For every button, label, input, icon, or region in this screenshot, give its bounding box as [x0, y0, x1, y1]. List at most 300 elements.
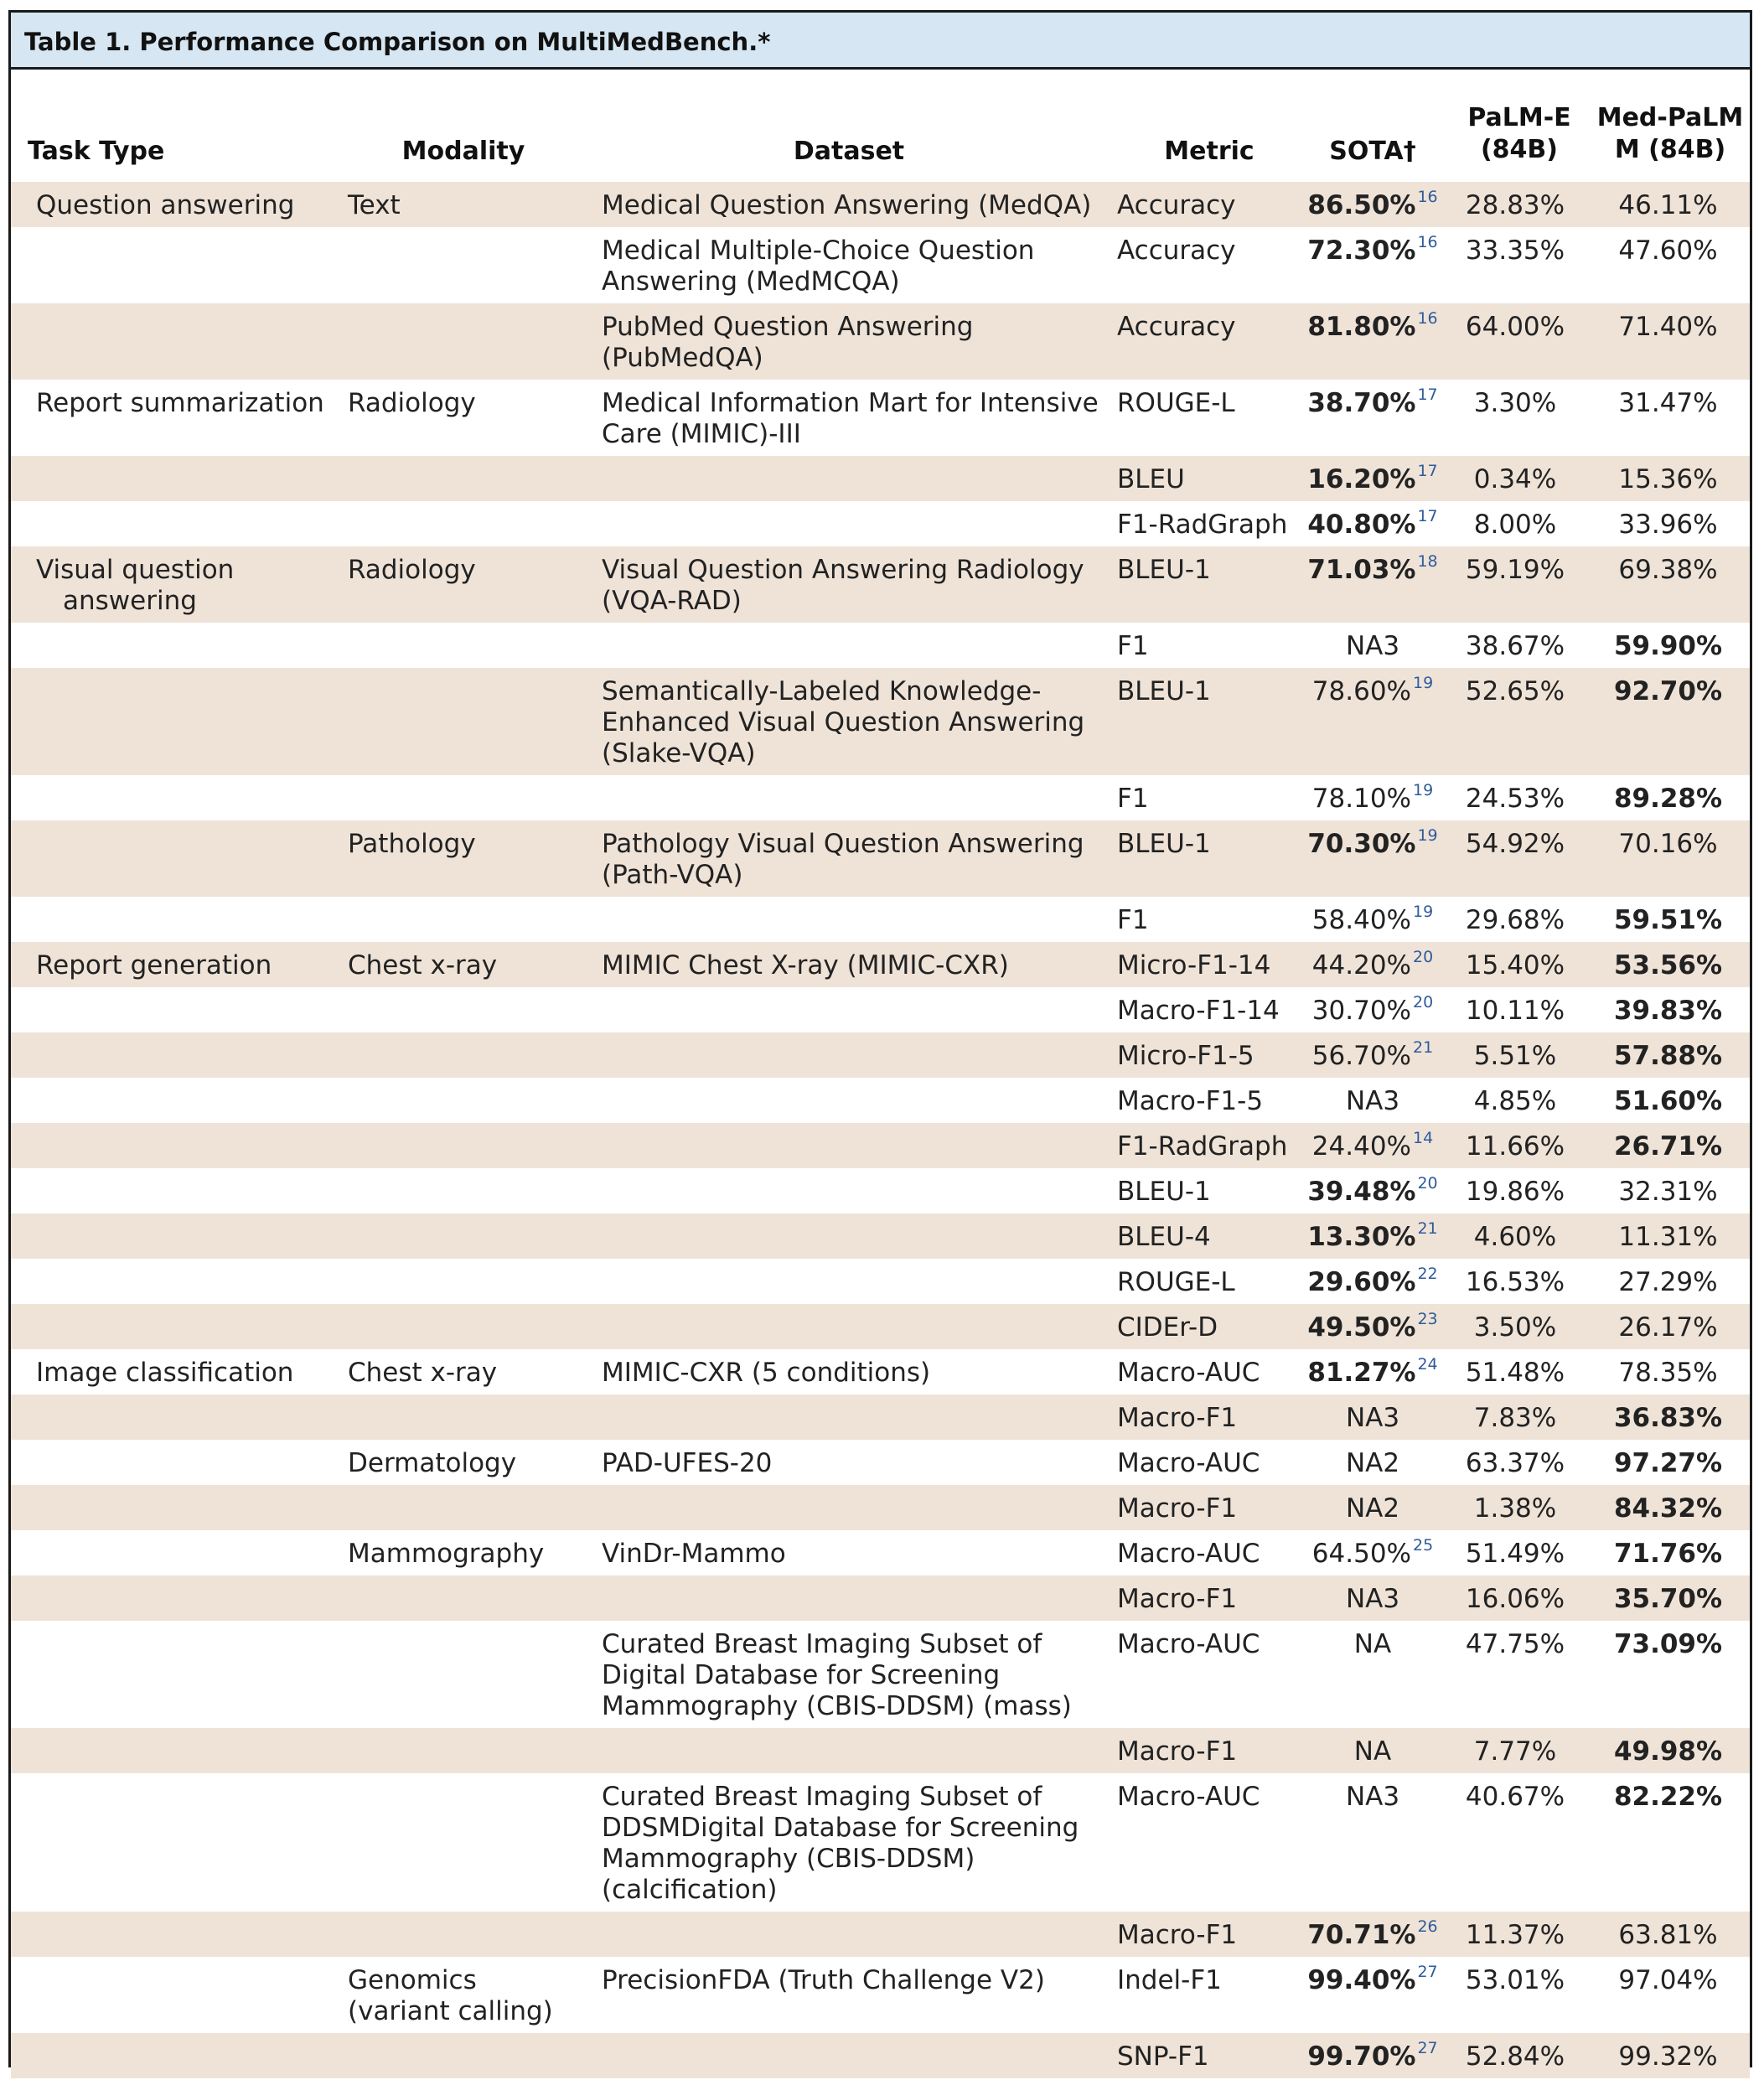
dataset-cell	[602, 1358, 930, 1389]
med-palm-m-cell	[1595, 1920, 1741, 1951]
med-palm-m-cell-value: 11.31%	[1618, 1222, 1718, 1252]
sota-cell-value: 24.40%	[1311, 1131, 1411, 1162]
header-med-palm-line2: M (84B)	[1614, 135, 1726, 164]
dataset-cell-line: MIMIC-CXR (5 conditions)	[602, 1358, 931, 1388]
reference-superscript: 26	[1417, 1917, 1438, 1936]
table-row	[11, 987, 1750, 1032]
task-type-cell-line: answering	[63, 586, 197, 616]
modality-cell-line: (variant calling)	[348, 1996, 553, 2026]
palm-e-cell-value: 4.60%	[1473, 1222, 1557, 1252]
modality-cell	[348, 190, 401, 221]
metric-cell: Macro-F1	[1117, 1736, 1238, 1767]
dataset-cell	[602, 1965, 1045, 1996]
dataset-cell-line: (Path-VQA)	[602, 860, 743, 890]
med-palm-m-cell-value: 97.27%	[1613, 1448, 1723, 1478]
reference-superscript: 20	[1413, 948, 1434, 966]
sota-cell	[1293, 507, 1452, 541]
header-task-type: Task Type	[28, 137, 165, 166]
reference-superscript: 16	[1417, 188, 1438, 206]
table-row	[11, 1576, 1750, 1621]
palm-e-cell-value: 11.37%	[1465, 1920, 1565, 1950]
med-palm-m-cell	[1595, 1403, 1741, 1434]
palm-e-cell-value: 3.50%	[1473, 1312, 1557, 1343]
table-row	[11, 1440, 1750, 1485]
sota-cell-value: 72.30%	[1307, 235, 1416, 266]
header-modality: Modality	[401, 137, 525, 166]
sota-cell	[1293, 1736, 1452, 1767]
dataset-cell-line: Medical Question Answering (MedQA)	[602, 190, 1092, 220]
palm-e-cell-value: 7.83%	[1473, 1403, 1557, 1433]
dataset-cell-line: Mammography (CBIS-DDSM)	[602, 1844, 975, 1874]
palm-e-cell	[1444, 1965, 1586, 1996]
dataset-cell	[602, 388, 1099, 450]
med-palm-m-cell	[1595, 555, 1741, 586]
med-palm-m-cell	[1595, 1086, 1741, 1117]
palm-e-cell	[1444, 555, 1586, 586]
med-palm-m-cell-value: 36.83%	[1613, 1403, 1723, 1433]
palm-e-cell-value: 7.77%	[1473, 1736, 1557, 1767]
med-palm-m-cell-value: 46.11%	[1618, 190, 1718, 220]
sota-cell-value: 44.20%	[1311, 950, 1411, 980]
sota-cell	[1293, 1267, 1452, 1298]
med-palm-m-cell-value: 39.83%	[1613, 996, 1723, 1026]
palm-e-cell	[1444, 1403, 1586, 1434]
med-palm-m-cell	[1595, 1358, 1741, 1389]
med-palm-m-cell-value: 92.70%	[1613, 676, 1723, 706]
palm-e-cell	[1444, 1041, 1586, 1072]
palm-e-cell	[1444, 1267, 1586, 1298]
med-palm-m-cell-value: 31.47%	[1618, 388, 1718, 418]
reference-superscript: 16	[1417, 233, 1438, 251]
modality-cell-line: Dermatology	[348, 1448, 517, 1478]
reference-superscript: 17	[1417, 385, 1438, 404]
med-palm-m-cell-value: 33.96%	[1618, 510, 1718, 540]
table-row	[11, 456, 1750, 501]
palm-e-cell-value: 1.38%	[1473, 1493, 1557, 1524]
modality-cell	[348, 1539, 544, 1570]
palm-e-cell	[1444, 464, 1586, 495]
table-frame	[8, 10, 1752, 2072]
dataset-cell-line: Pathology Visual Question Answering	[602, 829, 1084, 859]
palm-e-cell	[1444, 1539, 1586, 1570]
table-row	[11, 2033, 1750, 2078]
table-row	[11, 1621, 1750, 1728]
table-row	[11, 227, 1750, 303]
metric-cell: BLEU-1	[1117, 1177, 1211, 1207]
sota-cell-value: NA3	[1345, 1584, 1400, 1614]
header-sota: SOTA†	[1329, 137, 1416, 166]
med-palm-m-cell	[1595, 190, 1741, 221]
dataset-cell	[602, 1629, 1072, 1722]
metric-cell: BLEU-1	[1117, 829, 1211, 859]
med-palm-m-cell	[1595, 905, 1741, 936]
sota-cell	[1293, 1965, 1452, 1996]
palm-e-cell-value: 51.48%	[1465, 1358, 1565, 1388]
sota-cell-value: 99.70%	[1307, 2041, 1416, 2072]
table-row	[11, 1123, 1750, 1168]
palm-e-cell	[1444, 1736, 1586, 1767]
modality-cell	[348, 555, 476, 586]
med-palm-m-cell	[1595, 1041, 1741, 1072]
reference-superscript: 22	[1417, 1265, 1438, 1283]
med-palm-m-cell-value: 99.32%	[1618, 2041, 1718, 2072]
med-palm-m-cell-value: 73.09%	[1613, 1629, 1723, 1659]
sota-cell	[1293, 1355, 1452, 1389]
palm-e-cell-value: 52.84%	[1465, 2041, 1565, 2072]
metric-cell: F1-RadGraph	[1117, 510, 1288, 540]
med-palm-m-cell	[1595, 1448, 1741, 1479]
metric-cell: BLEU-1	[1117, 555, 1211, 585]
sota-cell	[1293, 1038, 1452, 1072]
sota-cell-value: 58.40%	[1311, 905, 1411, 935]
modality-cell-line: Genomics	[348, 1965, 477, 1995]
table-row	[11, 1168, 1750, 1213]
header-dataset: Dataset	[793, 137, 905, 166]
metric-cell: Macro-AUC	[1117, 1448, 1260, 1478]
med-palm-m-cell	[1595, 784, 1741, 815]
palm-e-cell-value: 29.68%	[1465, 905, 1565, 935]
palm-e-cell	[1444, 388, 1586, 419]
palm-e-cell-value: 4.85%	[1473, 1086, 1557, 1116]
palm-e-cell	[1444, 1177, 1586, 1208]
palm-e-cell	[1444, 1222, 1586, 1253]
metric-cell: Macro-AUC	[1117, 1782, 1260, 1812]
med-palm-m-cell	[1595, 1629, 1741, 1660]
dataset-cell-line: (PubMedQA)	[602, 343, 763, 373]
med-palm-m-cell	[1595, 829, 1741, 860]
sota-cell-value: NA3	[1345, 1086, 1400, 1116]
dataset-cell-line: Visual Question Answering Radiology	[602, 555, 1084, 585]
sota-cell-value: 64.50%	[1311, 1539, 1411, 1569]
dataset-cell-line: Semantically-Labeled Knowledge-	[602, 676, 1042, 706]
metric-cell: BLEU-1	[1117, 676, 1211, 706]
dataset-cell-line: MIMIC Chest X-ray (MIMIC-CXR)	[602, 950, 1009, 980]
dataset-cell-line: PrecisionFDA (Truth Challenge V2)	[602, 1965, 1045, 1995]
palm-e-cell-value: 8.00%	[1473, 510, 1557, 540]
table-row	[11, 303, 1750, 380]
sota-cell	[1293, 631, 1452, 662]
header-palm-e-line1: PaLM-E	[1467, 103, 1571, 132]
task-type-cell-line: Report summarization	[36, 388, 324, 418]
palm-e-cell	[1444, 1131, 1586, 1162]
reference-superscript: 27	[1417, 2039, 1438, 2057]
dataset-cell-line: Answering (MedMCQA)	[602, 266, 900, 297]
dataset-cell	[602, 1539, 786, 1570]
metric-cell: Macro-F1-14	[1117, 996, 1280, 1026]
sota-cell	[1293, 1584, 1452, 1615]
task-type-cell	[36, 388, 324, 419]
med-palm-m-cell	[1595, 1131, 1741, 1162]
modality-cell-line: Chest x-ray	[348, 950, 498, 980]
med-palm-m-cell	[1595, 1312, 1741, 1343]
sota-cell	[1293, 1174, 1452, 1208]
med-palm-m-cell	[1595, 1584, 1741, 1615]
palm-e-cell-value: 64.00%	[1465, 312, 1565, 342]
med-palm-m-cell	[1595, 2041, 1741, 2072]
palm-e-cell-value: 5.51%	[1473, 1041, 1557, 1071]
reference-superscript: 19	[1413, 674, 1434, 692]
metric-cell: BLEU-4	[1117, 1222, 1211, 1252]
palm-e-cell	[1444, 1629, 1586, 1660]
metric-cell: Macro-F1	[1117, 1493, 1238, 1524]
dataset-cell	[602, 676, 1084, 769]
sota-cell-value: 30.70%	[1311, 996, 1411, 1026]
dataset-cell-line: PAD-UFES-20	[602, 1448, 773, 1478]
palm-e-cell	[1444, 1584, 1586, 1615]
med-palm-m-cell-value: 26.17%	[1618, 1312, 1718, 1343]
modality-cell-line: Radiology	[348, 388, 476, 418]
med-palm-m-cell	[1595, 1222, 1741, 1253]
palm-e-cell	[1444, 1920, 1586, 1951]
metric-cell: Macro-F1	[1117, 1920, 1238, 1950]
sota-cell	[1293, 552, 1452, 586]
dataset-cell-line: Digital Database for Screening	[602, 1660, 1001, 1690]
dataset-cell-line: DDSMDigital Database for Screening	[602, 1813, 1079, 1843]
palm-e-cell	[1444, 950, 1586, 981]
reference-superscript: 24	[1417, 1355, 1438, 1374]
reference-superscript: 16	[1417, 309, 1438, 328]
med-palm-m-cell-value: 32.31%	[1618, 1177, 1718, 1207]
dataset-cell-line: Curated Breast Imaging Subset of	[602, 1629, 1042, 1659]
task-type-cell	[36, 555, 234, 617]
med-palm-m-cell	[1595, 510, 1741, 541]
sota-cell	[1293, 1312, 1452, 1343]
palm-e-cell-value: 63.37%	[1465, 1448, 1565, 1478]
med-palm-m-cell-value: 26.71%	[1613, 1131, 1723, 1162]
dataset-cell	[602, 1448, 772, 1479]
table-row	[11, 501, 1750, 546]
table-row	[11, 623, 1750, 668]
palm-e-cell	[1444, 2041, 1586, 2072]
modality-cell-line: Chest x-ray	[348, 1358, 498, 1388]
caption-bar	[11, 13, 1750, 70]
sota-cell-value: NA2	[1345, 1448, 1400, 1478]
sota-cell	[1293, 676, 1452, 707]
sota-cell-value: 78.60%	[1311, 676, 1411, 706]
modality-cell-line: Mammography	[348, 1539, 545, 1569]
dataset-cell	[602, 312, 973, 374]
reference-superscript: 21	[1413, 1038, 1434, 1057]
reference-superscript: 25	[1413, 1536, 1434, 1555]
palm-e-cell	[1444, 676, 1586, 707]
med-palm-m-cell	[1595, 631, 1741, 662]
med-palm-m-cell-value: 59.51%	[1613, 905, 1723, 935]
med-palm-m-cell	[1595, 1539, 1741, 1570]
sota-cell	[1293, 993, 1452, 1027]
reference-superscript: 19	[1417, 826, 1438, 845]
dataset-cell	[602, 555, 1084, 617]
modality-cell	[348, 829, 476, 860]
modality-cell	[348, 388, 476, 419]
med-palm-m-cell-value: 71.76%	[1613, 1539, 1723, 1569]
sota-cell-value: 49.50%	[1307, 1312, 1416, 1343]
task-type-cell-line: Report generation	[36, 950, 272, 980]
palm-e-cell-value: 47.75%	[1465, 1629, 1565, 1659]
table-row	[11, 1304, 1750, 1349]
palm-e-cell-value: 11.66%	[1465, 1131, 1565, 1162]
med-palm-m-cell	[1595, 1177, 1741, 1208]
sota-cell-value: NA	[1353, 1736, 1392, 1767]
header-med-palm-line1: Med-PaLM	[1596, 103, 1744, 132]
med-palm-m-cell-value: 35.70%	[1613, 1584, 1723, 1614]
med-palm-m-cell	[1595, 996, 1741, 1027]
reference-superscript: 17	[1417, 507, 1438, 525]
palm-e-cell-value: 15.40%	[1465, 950, 1565, 980]
sota-cell	[1293, 1448, 1452, 1479]
palm-e-cell	[1444, 784, 1586, 815]
sota-cell-value: 70.71%	[1307, 1920, 1416, 1950]
table-row	[11, 1728, 1750, 1773]
sota-cell-value: 86.50%	[1307, 190, 1416, 220]
reference-superscript: 19	[1413, 781, 1434, 799]
sota-cell	[1293, 950, 1452, 981]
med-palm-m-cell-value: 97.04%	[1618, 1965, 1718, 1995]
table-row	[11, 1394, 1750, 1440]
med-palm-m-cell	[1595, 1267, 1741, 1298]
med-palm-m-cell-value: 69.38%	[1618, 555, 1718, 585]
metric-cell: F1	[1117, 631, 1149, 661]
med-palm-m-cell	[1595, 1965, 1741, 1996]
modality-cell	[348, 1965, 553, 2027]
dataset-cell-line: Care (MIMIC)-III	[602, 419, 801, 449]
palm-e-cell-value: 3.30%	[1473, 388, 1557, 418]
med-palm-m-cell-value: 49.98%	[1613, 1736, 1723, 1767]
metric-cell: F1	[1117, 905, 1149, 935]
sota-cell	[1293, 2041, 1452, 2072]
reference-superscript: 17	[1417, 462, 1438, 480]
palm-e-cell-value: 10.11%	[1465, 996, 1565, 1026]
med-palm-m-cell	[1595, 235, 1741, 266]
dataset-cell-line: Medical Information Mart for Intensive	[602, 388, 1099, 418]
table-row	[11, 182, 1750, 227]
task-type-cell	[36, 1358, 293, 1389]
sota-cell	[1293, 385, 1452, 419]
dataset-cell	[602, 829, 1084, 891]
metric-cell: F1-RadGraph	[1117, 1131, 1288, 1162]
metric-cell: Macro-F1	[1117, 1403, 1238, 1433]
med-palm-m-cell-value: 71.40%	[1618, 312, 1718, 342]
header-metric: Metric	[1164, 137, 1254, 166]
palm-e-cell	[1444, 1086, 1586, 1117]
modality-cell	[348, 1448, 516, 1479]
table-row	[11, 1485, 1750, 1530]
sota-cell	[1293, 1086, 1452, 1117]
metric-cell: SNP-F1	[1117, 2041, 1209, 2072]
palm-e-cell	[1444, 631, 1586, 662]
palm-e-cell	[1444, 1782, 1586, 1813]
med-palm-m-cell	[1595, 388, 1741, 419]
palm-e-cell	[1444, 905, 1586, 936]
sota-cell-value: NA2	[1345, 1493, 1400, 1524]
palm-e-cell-value: 33.35%	[1465, 235, 1565, 266]
sota-cell-value: NA	[1353, 1629, 1392, 1659]
metric-cell: Accuracy	[1117, 235, 1236, 266]
palm-e-cell	[1444, 996, 1586, 1027]
sota-cell-value: 70.30%	[1307, 829, 1416, 859]
dataset-cell-line: (VQA-RAD)	[602, 586, 742, 616]
dataset-cell-line: PubMed Question Answering	[602, 312, 974, 342]
sota-cell-value: 40.80%	[1307, 510, 1416, 540]
task-type-cell	[36, 190, 294, 221]
med-palm-m-cell	[1595, 1736, 1741, 1767]
sota-cell-value: 29.60%	[1307, 1267, 1416, 1297]
sota-cell-value: 81.80%	[1307, 312, 1416, 342]
table-row	[11, 1032, 1750, 1078]
palm-e-cell	[1444, 1448, 1586, 1479]
table-row	[11, 897, 1750, 942]
sota-cell	[1293, 1219, 1452, 1253]
metric-cell: Accuracy	[1117, 190, 1236, 220]
sota-cell	[1293, 905, 1452, 936]
palm-e-cell-value: 51.49%	[1465, 1539, 1565, 1569]
med-palm-m-cell-value: 27.29%	[1618, 1267, 1718, 1297]
reference-superscript: 27	[1417, 1963, 1438, 1981]
reference-superscript: 14	[1413, 1129, 1434, 1147]
modality-cell	[348, 950, 497, 981]
table-row	[11, 942, 1750, 987]
sota-cell	[1293, 1131, 1452, 1162]
sota-cell	[1293, 1917, 1452, 1951]
palm-e-cell-value: 54.92%	[1465, 829, 1565, 859]
med-palm-m-cell-value: 51.60%	[1613, 1086, 1723, 1116]
dataset-cell-line: (calcification)	[602, 1875, 778, 1905]
modality-cell	[348, 1358, 497, 1389]
med-palm-m-cell-value: 57.88%	[1613, 1041, 1723, 1071]
med-palm-m-cell-value: 70.16%	[1618, 829, 1718, 859]
dataset-cell-line: Medical Multiple-Choice Question	[602, 235, 1035, 266]
med-palm-m-cell-value: 84.32%	[1613, 1493, 1723, 1524]
sota-cell	[1293, 1629, 1452, 1660]
metric-cell: ROUGE-L	[1117, 1267, 1235, 1297]
med-palm-m-cell-value: 78.35%	[1618, 1358, 1718, 1388]
metric-cell: Macro-F1-5	[1117, 1086, 1264, 1116]
med-palm-m-cell-value: 89.28%	[1613, 784, 1723, 814]
palm-e-cell-value: 52.65%	[1465, 676, 1565, 706]
sota-cell-value: 38.70%	[1307, 388, 1416, 418]
med-palm-m-cell	[1595, 1782, 1741, 1813]
sota-cell-value: NA3	[1345, 1782, 1400, 1812]
med-palm-m-cell-value: 59.90%	[1613, 631, 1723, 661]
palm-e-cell-value: 53.01%	[1465, 1965, 1565, 1995]
reference-superscript: 20	[1417, 1174, 1438, 1193]
dataset-cell	[602, 950, 1009, 981]
reference-superscript: 21	[1417, 1219, 1438, 1238]
modality-cell-line: Pathology	[348, 829, 476, 859]
med-palm-m-cell-value: 15.36%	[1618, 464, 1718, 494]
metric-cell: CIDEr-D	[1117, 1312, 1218, 1343]
palm-e-cell-value: 40.67%	[1465, 1782, 1565, 1812]
metric-cell: BLEU	[1117, 464, 1185, 494]
table-caption: Table 1. Performance Comparison on MultiMedBench.*	[24, 28, 771, 56]
table-row	[11, 1213, 1750, 1259]
med-palm-m-cell	[1595, 464, 1741, 495]
med-palm-m-cell-value: 63.81%	[1618, 1920, 1718, 1950]
dataset-cell-line: Mammography (CBIS-DDSM) (mass)	[602, 1691, 1072, 1721]
dataset-cell	[602, 1782, 1079, 1906]
sota-cell-value: 71.03%	[1307, 555, 1416, 585]
table-row	[11, 668, 1750, 775]
sota-cell-value: 81.27%	[1307, 1358, 1416, 1388]
metric-cell: F1	[1117, 784, 1149, 814]
modality-cell-line: Radiology	[348, 555, 476, 585]
sota-cell-value: 56.70%	[1311, 1041, 1411, 1071]
table-row	[11, 546, 1750, 623]
metric-cell: Macro-F1	[1117, 1584, 1238, 1614]
med-palm-m-cell-value: 82.22%	[1613, 1782, 1723, 1812]
sota-cell	[1293, 1536, 1452, 1570]
metric-cell: Accuracy	[1117, 312, 1236, 342]
task-type-cell-line: Image classification	[36, 1358, 294, 1388]
